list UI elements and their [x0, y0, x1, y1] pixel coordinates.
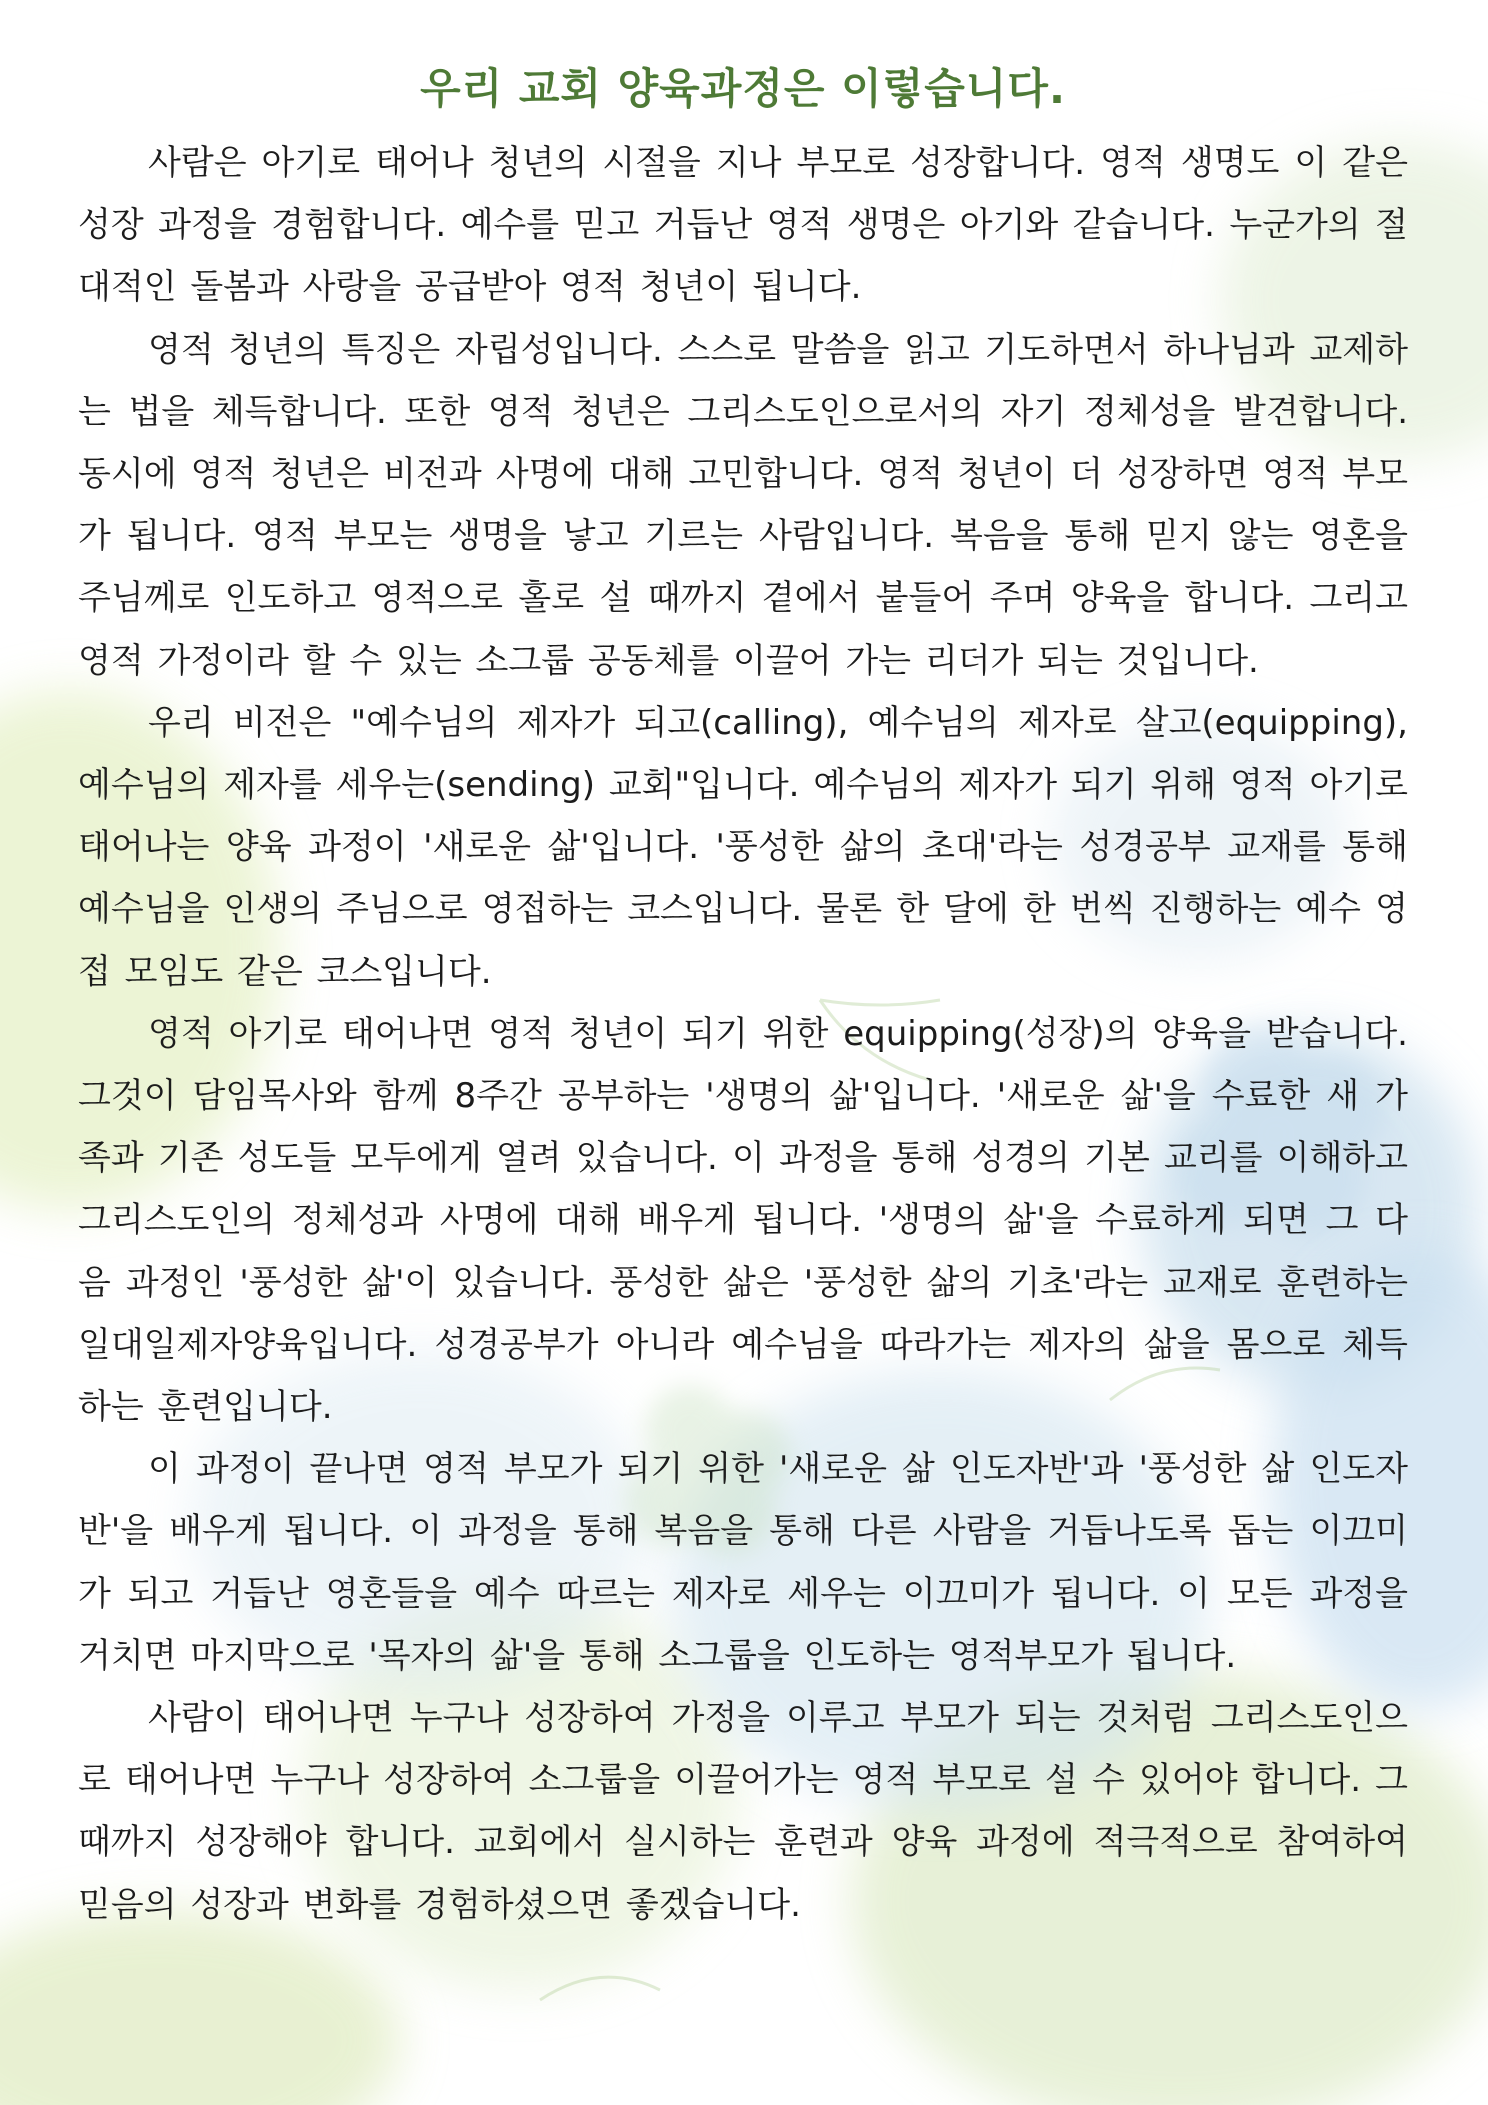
paragraph-2: 영적 청년의 특징은 자립성입니다. 스스로 말씀을 읽고 기도하면서 하나님과 교제하는 법을 체득합니다. 또한 영적 청년은 그리스도인으로서의 자기 정체성을 발견합니다. 동시에 영적 청년은 비전과 사명에 대해 고민합니다. 영적 청년이 더 성장하면 영적 부모가 됩니다. 영적 부모는 생명을 낳고 기르는 사람입니다. 복음을 통해 믿지 않는 영혼을 주님께로 인도하고 영적으로 홀로 설 때까지 곁에서 붙들어 주며 양육을 합니다. 그리고 영적 가정이라 할 수 있는 소그룹 공동체를 이끌어 가는 리더가 되는 것입니다. — [78, 329, 1408, 681]
paragraph-3: 우리 비전은 "예수님의 제자가 되고(calling), 예수님의 제자로 살고(equipping), 예수님의 제자를 세우는(sending) 교회"입니다. 예수님의 제자가 되기 위해 영적 아기로 태어나는 양육 과정이 '새로운 삶'입니다. '풍성한 삶의 초대'라는 성경공부 교재를 통해 예수님을 인생의 주님으로 영접하는 코스입니다. 물론 한 달에 한 번씩 진행하는 예수 영접 모임도 같은 코스입니다. — [78, 702, 1408, 992]
paragraph-5: 이 과정이 끝나면 영적 부모가 되기 위한 '새로운 삶 인도자반'과 '풍성한 삶 인도자반'을 배우게 됩니다. 이 과정을 통해 복음을 통해 다른 사람을 거듭나도록 돕는 이끄미가 되고 거듭난 영혼들을 예수 따르는 제자로 세우는 이끄미가 됩니다. 이 모든 과정을 거치면 마지막으로 '목자의 삶'을 통해 소그룹을 인도하는 영적부모가 됩니다. — [78, 1449, 1408, 1676]
paragraph-4: 영적 아기로 태어나면 영적 청년이 되기 위한 equipping(성장)의 양육을 받습니다. 그것이 담임목사와 함께 8주간 공부하는 '생명의 삶'입니다. '새로운 삶'을 수료한 새 가족과 기존 성도들 모두에게 열려 있습니다. 이 과정을 통해 성경의 기본 교리를 이해하고 그리스도인의 정체성과 사명에 대해 배우게 됩니다. '생명의 삶'을 수료하게 되면 그 다음 과정인 '풍성한 삶'이 있습니다. 풍성한 삶은 '풍성한 삶의 기초'라는 교재로 훈련하는 일대일제자양육입니다. 성경공부가 아니라 예수님을 따라가는 제자의 삶을 몸으로 체득하는 훈련입니다. — [78, 1013, 1408, 1428]
paragraph-6: 사람이 태어나면 누구나 성장하여 가정을 이루고 부모가 되는 것처럼 그리스도인으로 태어나면 누구나 성장하여 소그룹을 이끌어가는 영적 부모로 설 수 있어야 합니다. 그때까지 성장해야 합니다. 교회에서 실시하는 훈련과 양육 과정에 적극적으로 참여하여 믿음의 성장과 변화를 경험하셨으면 좋겠습니다. — [78, 1698, 1408, 1925]
document-content — [78, 58, 1408, 1936]
paragraph-1: 사람은 아기로 태어나 청년의 시절을 지나 부모로 성장합니다. 영적 생명도 이 같은 성장 과정을 경험합니다. 예수를 믿고 거듭난 영적 생명은 아기와 같습니다. 누군가의 절대적인 돌봄과 사랑을 공급받아 영적 청년이 됩니다. — [78, 143, 1408, 308]
page-title: 우리 교회 양육과정은 이렇습니다. — [420, 64, 1066, 113]
